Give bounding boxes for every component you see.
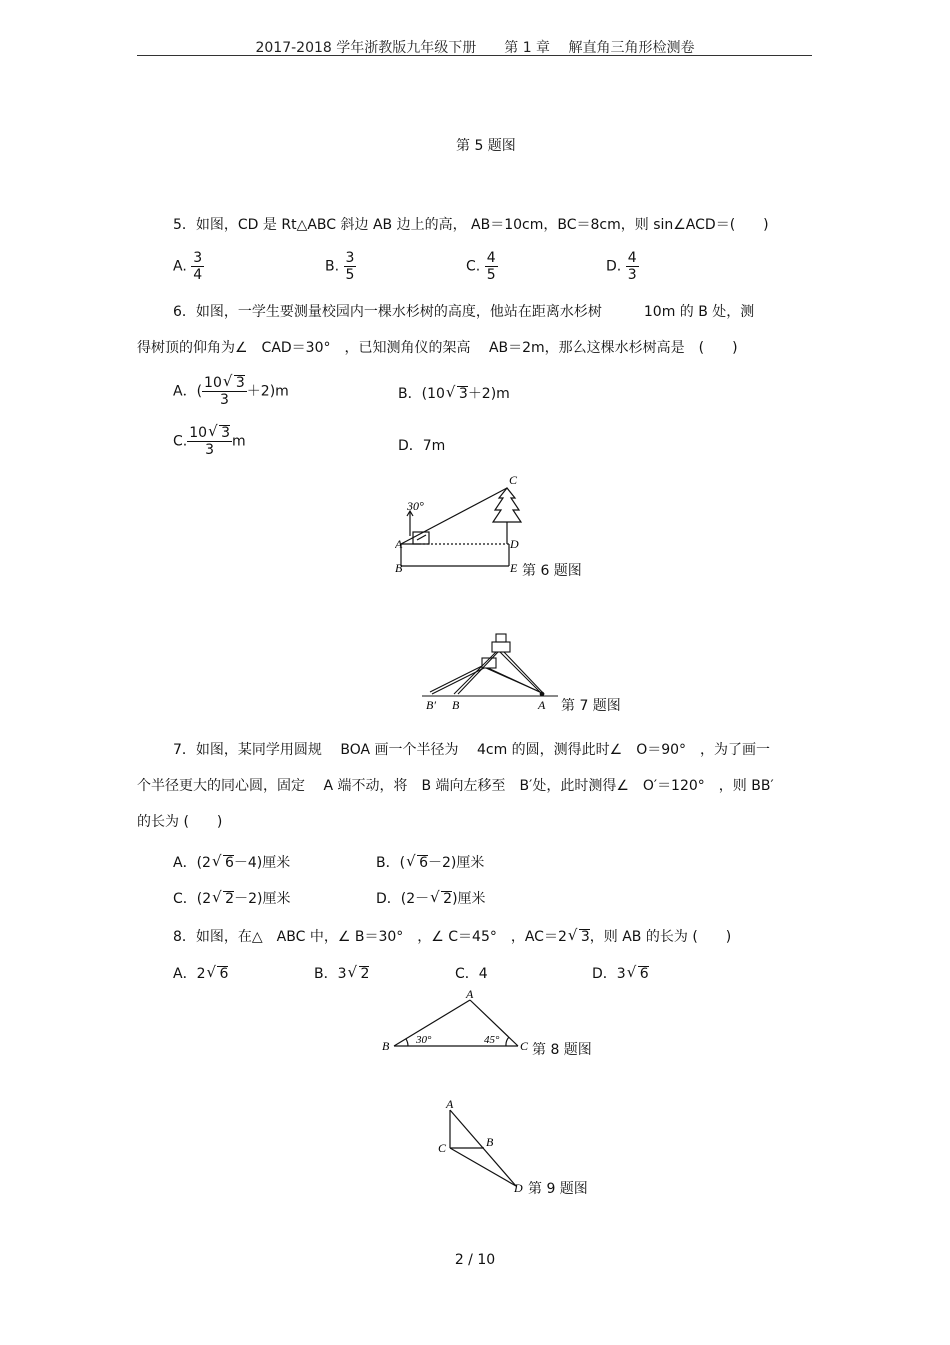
q6-option-c-label: C. [173, 433, 188, 450]
fig8-side-ab [394, 1000, 470, 1046]
q6-option-b [398, 385, 510, 403]
fig8-angle-b-label: 30° [416, 1034, 432, 1046]
q6-option-d: D．7m [398, 438, 446, 454]
q5-option-c [466, 250, 498, 283]
q8-stem: 8．如图，在△ ABC 中，∠ B＝30° ，∠ C＝45° ，AC＝2√ 3，则 AB 的长为 ( ) [173, 928, 731, 946]
q7-stem-line2: 个半径更大的同心圆，固定 A 端不动，将 B 端向左移至 B′处，此时测得∠ O′＝120° ，则 BB′ [137, 778, 774, 794]
fig6-label-e: E [510, 561, 518, 575]
fig8-angle-c-label: 45° [484, 1034, 500, 1046]
fig7-label-a: A [538, 698, 546, 712]
q6-option-a-label: A．( [173, 383, 203, 400]
q5-option-b-fraction: $\frac{3}{5}$ [345, 250, 355, 283]
q6-option-a-tail: ＋2)m [246, 383, 289, 400]
fig9-label-d: D [514, 1181, 523, 1195]
fig6-label-b: B [395, 561, 403, 575]
fig9-label-b: B [486, 1135, 494, 1149]
q6-option-b-tail: ＋2)m [467, 386, 510, 402]
q8-option-a: A．2√ 6 [173, 965, 228, 983]
q5-option-d [606, 250, 639, 283]
q6-option-a [173, 375, 289, 408]
q5-option-a-label: A. [173, 258, 187, 275]
q8-option-b: B．3√ 2 [314, 965, 369, 983]
fig6-label-d: D [510, 537, 519, 551]
fig8-angle-b-arc [406, 1039, 408, 1046]
q6-option-b-radical: √ 3 [457, 386, 468, 402]
q5-option-a-fraction: $\frac{3}{4}$ [193, 250, 203, 283]
q6-stem-line2: 得树顶的仰角为∠ CAD＝30° ，已知测角仪的架高 AB＝2m，那么这棵水杉树高是 ( ) [137, 340, 738, 356]
page-number: 2 / 10 [454, 1252, 496, 1268]
q7-option-d: D．(2－√ 2)厘米 [376, 890, 486, 908]
q5-option-c-label: C. [466, 258, 481, 275]
q8-option-d: D．3√ 6 [592, 965, 649, 983]
q7-stem-line1: 7．如图，某同学用圆规 BOA 画一个半径为 4cm 的圆，测得此时∠ O＝90° ，为了画一 [173, 742, 771, 758]
fig6-sightline-ac [401, 488, 507, 544]
page-header: 2017-2018 学年浙教版九年级下册 第 1 章 解直角三角形检测卷 [255, 40, 695, 56]
q5-option-d-fraction: $\frac{4}{3}$ [627, 250, 637, 283]
q6-option-c [173, 425, 246, 458]
fig9-label-c: C [438, 1141, 447, 1155]
fig9-caption: 第 9 题图 [528, 1181, 588, 1197]
fig7-leg-b [458, 652, 498, 694]
q7-option-c: C．(2√ 2－2)厘米 [173, 890, 290, 908]
fig6-caption: 第 6 题图 [522, 563, 582, 579]
fig9-side-cd [450, 1148, 516, 1186]
fig8-caption: 第 8 题图 [532, 1042, 592, 1058]
fig8-diagram [380, 988, 530, 1054]
q7-stem-line3: 的长为 ( ) [137, 814, 223, 830]
fig7-compass-head-top [496, 634, 506, 642]
fig8-label-c: C [520, 1039, 529, 1053]
q5-option-b [325, 250, 356, 283]
q7-option-b: B．(√ 6－2)厘米 [376, 854, 484, 872]
fig8-label-b: B [382, 1039, 390, 1053]
q5-option-b-label: B. [325, 258, 340, 275]
q5-option-d-label: D. [606, 258, 622, 275]
q5-option-a [173, 250, 204, 283]
fig7-label-b: B [452, 698, 460, 712]
q5-option-c-fraction: $\frac{4}{5}$ [486, 250, 496, 283]
fig7-caption: 第 7 题图 [561, 698, 621, 714]
fig8-angle-c-arc [506, 1037, 509, 1046]
fig6-label-a: A [395, 537, 403, 551]
q6-option-a-fraction: $\frac{10√ 3}{3}$ [202, 375, 247, 408]
header-rule [137, 55, 812, 56]
q8-option-c: C．4 [455, 966, 488, 982]
fig5-caption: 第 5 题图 [456, 138, 516, 154]
fig6-angle-label: 30° [407, 499, 424, 513]
fig7-leg-a [500, 652, 542, 694]
fig9-label-a: A [446, 1098, 454, 1111]
fig8-label-a: A [466, 988, 474, 1001]
q6-stem-line1: 6．如图，一学生要测量校园内一棵水杉树的高度，他站在距离水杉树 10m 的 B 处，测 [173, 304, 755, 320]
q6-option-c-tail: m [231, 433, 246, 450]
q5-stem: 5．如图，CD 是 Rt△ABC 斜边 AB 边上的高， AB＝10cm，BC＝8cm，则 sin∠ACD＝( ) [173, 217, 769, 233]
fig7-diagram [420, 630, 560, 712]
fig6-diagram [395, 468, 530, 578]
q7-option-a: A．(2√ 6－4)厘米 [173, 854, 290, 872]
fig9-diagram [436, 1098, 528, 1196]
q6-option-c-fraction: $\frac{10√ 3}{3}$ [187, 425, 232, 458]
q6-option-b-label: B．(10 [398, 386, 445, 402]
fig6-label-c: C [509, 473, 518, 487]
fig7-label-bprime: B′ [426, 698, 436, 712]
